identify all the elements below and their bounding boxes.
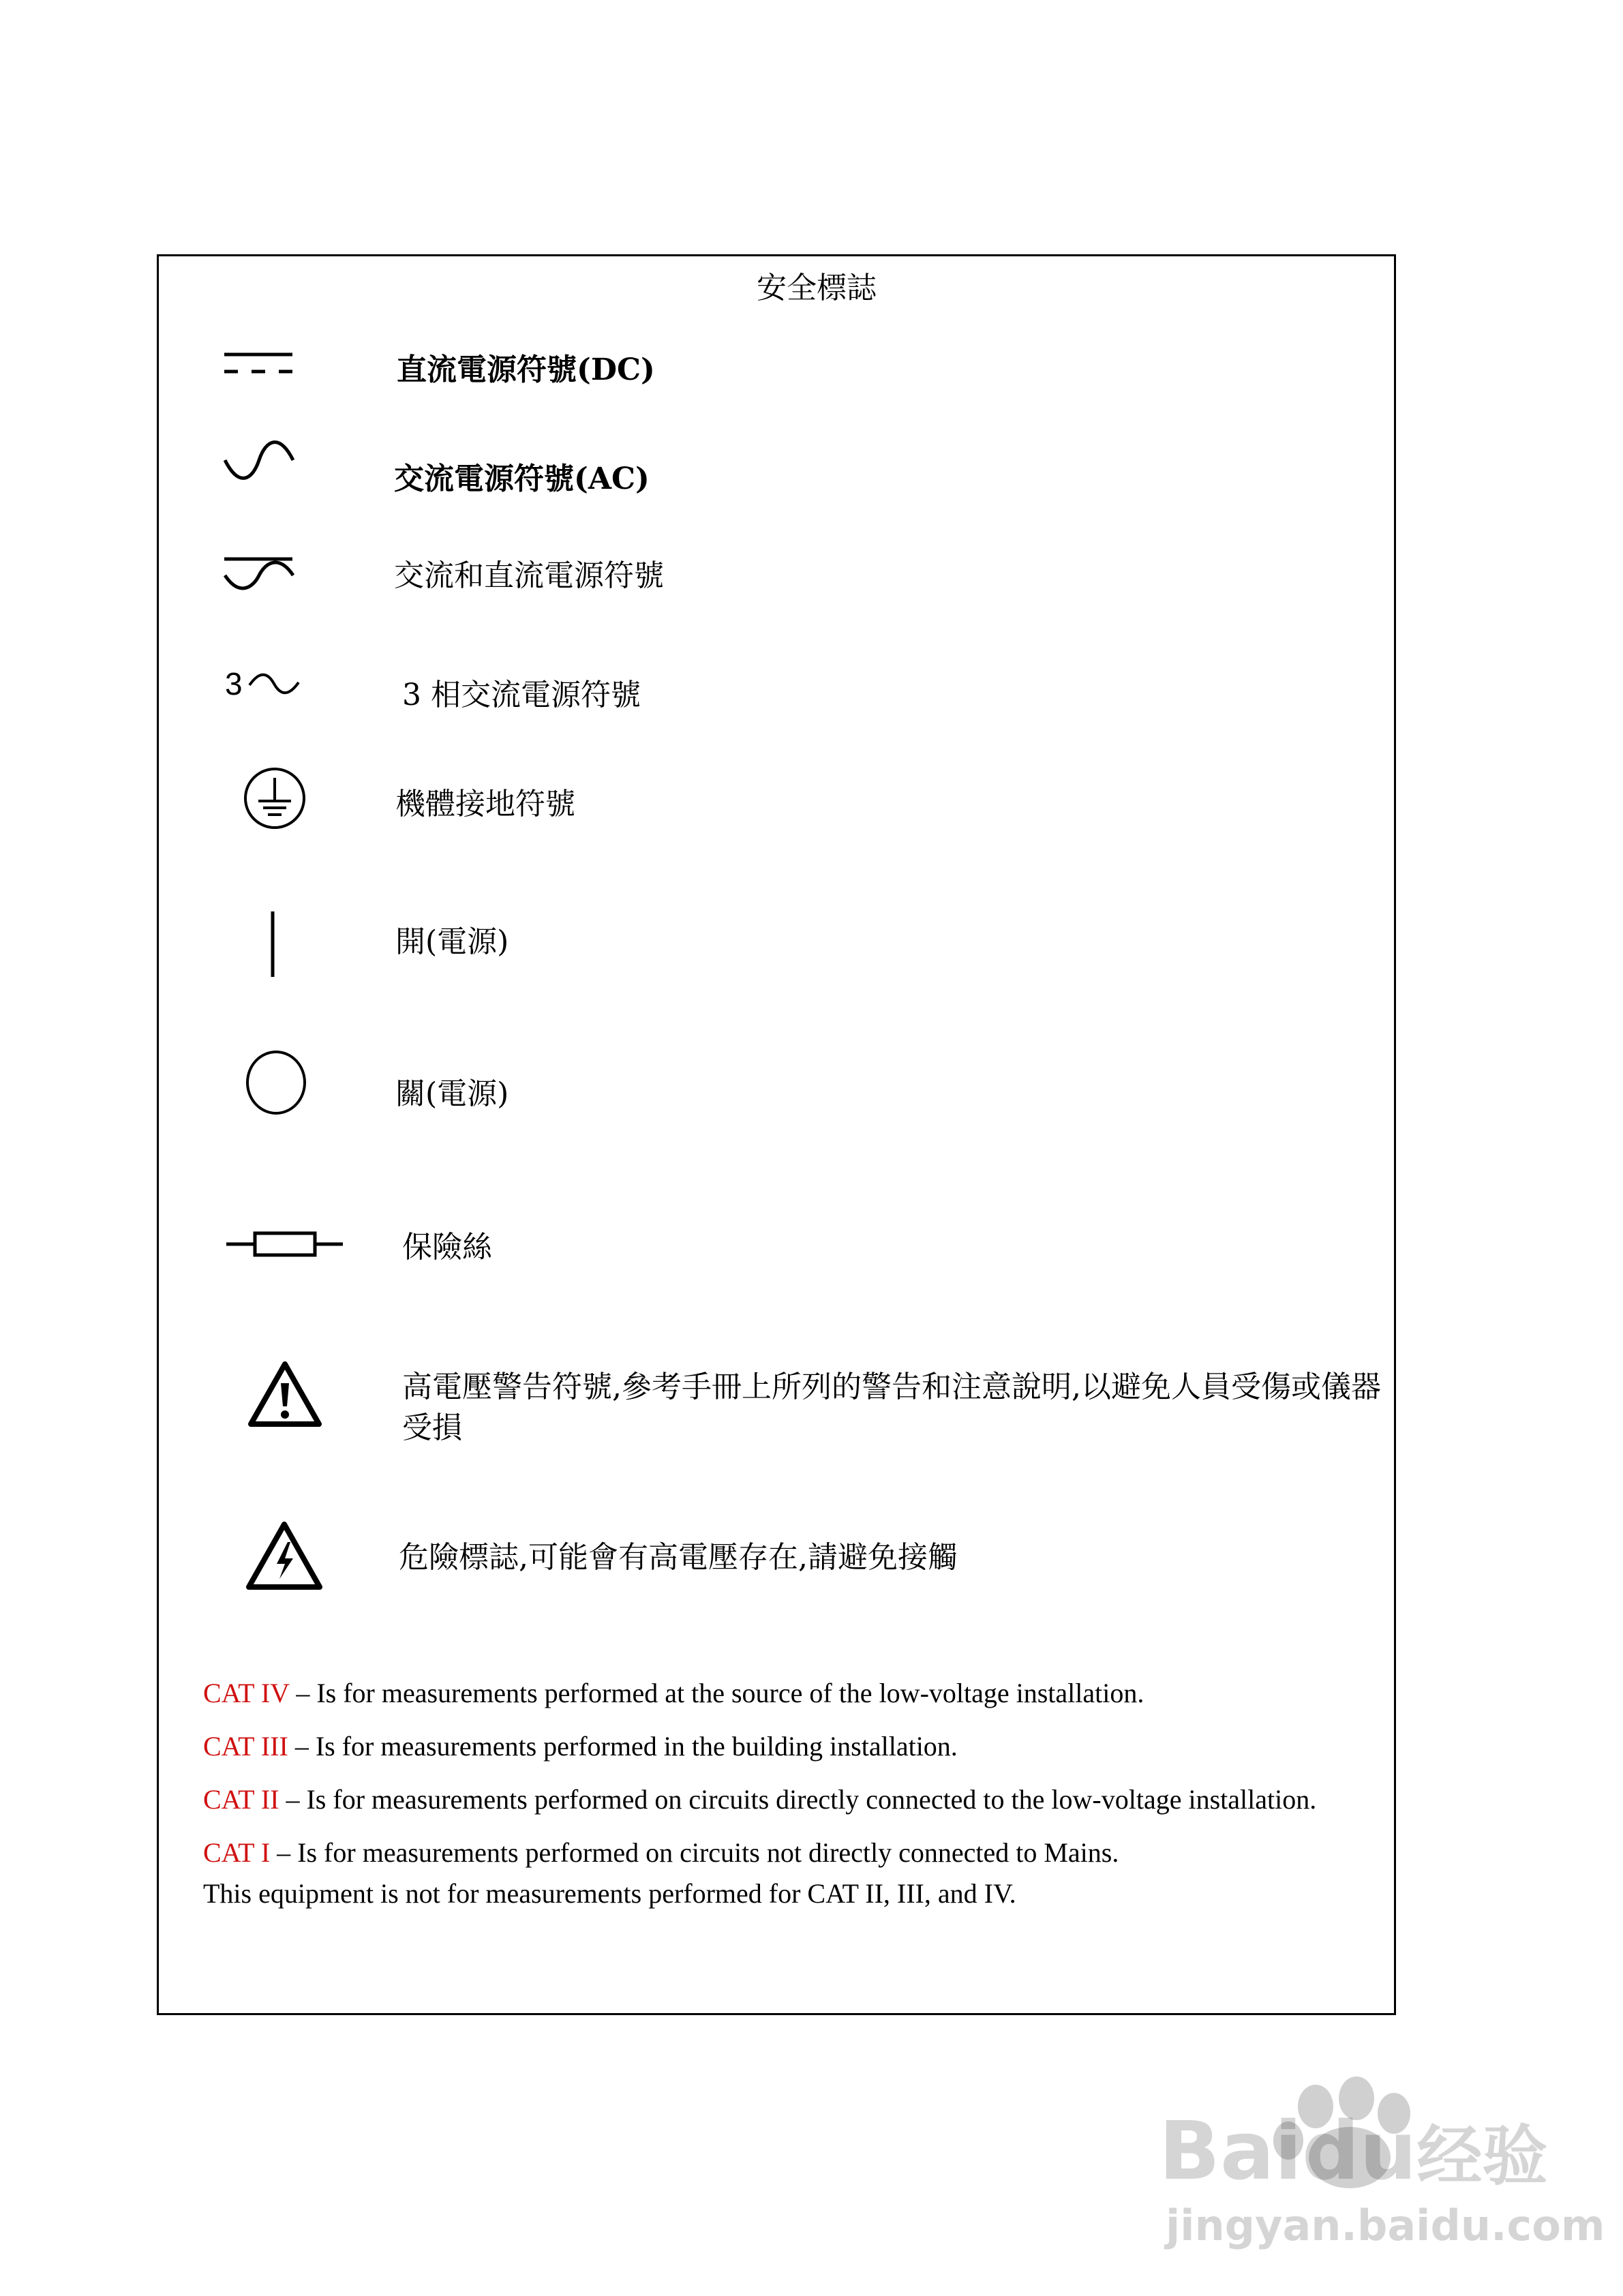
symbol-label-high-voltage: 危險標誌,可能會有高電壓存在,請避免接觸 <box>399 1540 958 1575</box>
symbol-label-power-off: 關(電源) <box>395 1076 509 1111</box>
dc-icon <box>222 348 297 382</box>
cat-iv-line <box>203 1674 1144 1712</box>
cat-ii-text: – Is for measurements performed on circuits directly connected to the low-voltage installation. <box>279 1784 1317 1815</box>
three-phase-digit: 3 <box>225 666 243 701</box>
watermark-brand-b: du <box>1302 2104 1417 2198</box>
watermark-url: jingyan.baidu.com <box>1166 2201 1605 2250</box>
cat-i-text: – Is for measurements performed on circuits not directly connected to Mains. <box>270 1837 1119 1868</box>
cat-i-name: CAT I <box>203 1837 271 1868</box>
symbol-label-dc: 直流電源符號(DC) <box>397 352 655 387</box>
symbol-label-ac-dc: 交流和直流電源符號 <box>394 558 664 593</box>
symbol-label-ac: 交流電源符號(AC) <box>394 462 650 496</box>
cat-i-line <box>203 1834 1119 1872</box>
fuse-icon <box>225 1224 344 1265</box>
cat-ii-line <box>203 1781 1316 1819</box>
warning-icon <box>247 1360 323 1428</box>
watermark-brand-c: 经验 <box>1416 2118 1548 2194</box>
cat-iii-line <box>203 1727 958 1766</box>
watermark-brand <box>1159 2106 1548 2201</box>
symbol-label-warning: 高電壓警告符號,參考手冊上所列的警告和注意說明,以避免人員受傷或儀器受損 <box>402 1370 1381 1445</box>
watermark-brand-a: Bai <box>1159 2104 1303 2198</box>
symbol-label-ground: 機體接地符號 <box>395 787 575 821</box>
cat-iv-text: – Is for measurements performed at the source of the low-voltage installation. <box>289 1678 1144 1708</box>
ac-icon <box>222 440 297 481</box>
ground-icon <box>242 766 307 831</box>
symbol-label-power-on: 開(電源) <box>395 924 509 959</box>
cat-ii-name: CAT II <box>203 1784 279 1815</box>
cat-note: This equipment is not for measurements performed for CAT II, III, and IV. <box>203 1878 1016 1909</box>
cat-iii-name: CAT III <box>203 1731 288 1762</box>
cat-iii-text: – Is for measurements performed in the building installation. <box>288 1731 958 1762</box>
power-on-icon <box>266 910 279 978</box>
high-voltage-icon <box>245 1520 324 1592</box>
page-title: 安全標誌 <box>757 271 877 305</box>
symbol-label-fuse: 保險絲 <box>402 1230 492 1265</box>
power-off-icon <box>244 1048 308 1117</box>
symbol-label-three-phase: 3 相交流電源符號 <box>402 678 641 712</box>
cat-iv-name: CAT IV <box>203 1678 290 1708</box>
ac-dc-icon <box>222 554 297 594</box>
